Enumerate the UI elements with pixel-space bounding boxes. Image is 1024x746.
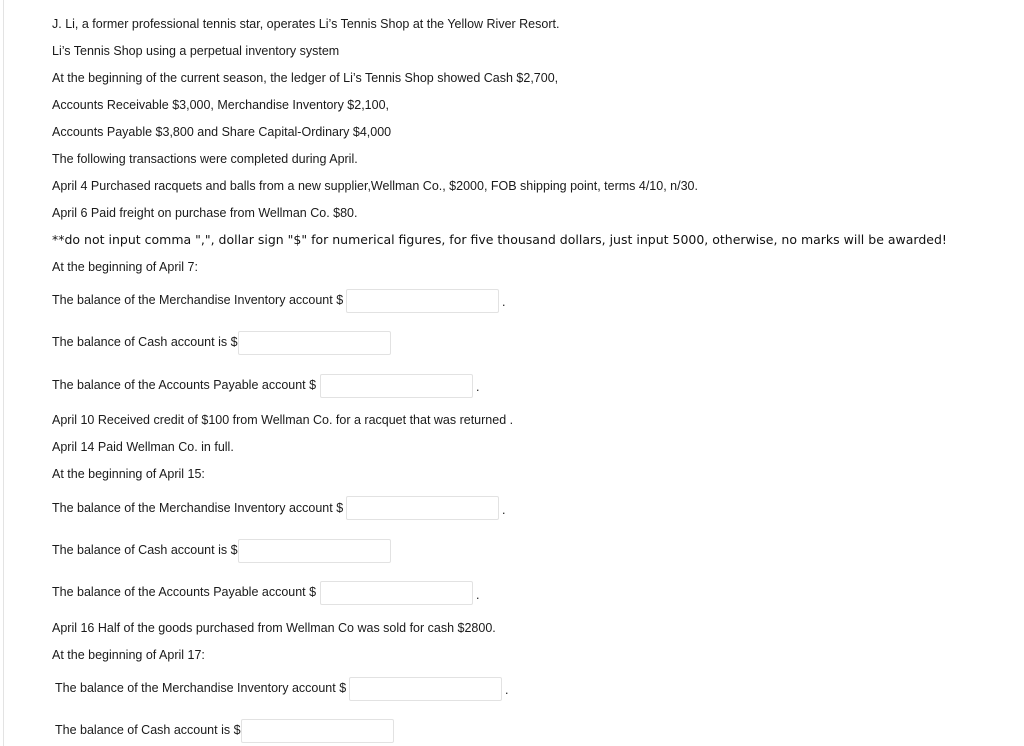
answer-inventory-april-17[interactable] (349, 677, 502, 701)
answer-payable-april-7[interactable] (320, 374, 473, 398)
intro-line-1: J. Li, a former professional tennis star, operates Li’s Tennis Shop at the Yellow River Resort. (52, 17, 560, 31)
transaction-april-14: April 14 Paid Wellman Co. in full. (52, 440, 234, 454)
section-heading-april-7: At the beginning of April 7: (52, 260, 198, 274)
intro-line-2: Li’s Tennis Shop using a perpetual inventory system (52, 44, 340, 58)
transaction-april-6: April 6 Paid freight on purchase from Wellman Co. $80. (52, 206, 358, 220)
answer-cash-april-17[interactable] (241, 719, 394, 743)
question-cash-april-17: The balance of Cash account is $ (55, 723, 241, 737)
section-heading-april-17: At the beginning of April 17: (52, 648, 205, 662)
intro-line-6: The following transactions were completed during April. (52, 152, 358, 166)
answer-cash-april-15[interactable] (238, 539, 391, 563)
question-cash-april-7: The balance of Cash account is $ (52, 335, 238, 349)
question-inventory-april-15: The balance of the Merchandise Inventory account $ (52, 501, 344, 515)
transaction-april-16: April 16 Half of the goods purchased from Wellman Co was sold for cash $2800. (52, 621, 496, 635)
question-inventory-april-7: The balance of the Merchandise Inventory account $ (52, 293, 344, 307)
question-payable-april-7: The balance of the Accounts Payable account $ (52, 378, 317, 392)
intro-line-5: Accounts Payable $3,800 and Share Capital-Ordinary $4,000 (52, 125, 392, 139)
question-payable-april-15: The balance of the Accounts Payable account $ (52, 585, 317, 599)
period-mark: . (502, 503, 506, 517)
intro-line-3: At the beginning of the current season, the ledger of Li’s Tennis Shop showed Cash $2,700, (52, 71, 559, 85)
input-instructions-note: **do not input comma ",", dollar sign "$" for numerical figures, for five thousand dollars, just input 5000, otherwise, no marks will be awarded! (52, 232, 947, 247)
intro-line-4: Accounts Receivable $3,000, Merchandise Inventory $2,100, (52, 98, 390, 112)
left-border (3, 0, 4, 746)
transaction-april-4: April 4 Purchased racquets and balls from a new supplier,Wellman Co., $2000, FOB shipping point, terms 4/10, n/30. (52, 179, 698, 193)
period-mark: . (476, 588, 480, 602)
period-mark: . (476, 380, 480, 394)
answer-cash-april-7[interactable] (238, 331, 391, 355)
period-mark: . (502, 295, 506, 309)
answer-payable-april-15[interactable] (320, 581, 473, 605)
period-mark: . (505, 683, 509, 697)
answer-inventory-april-7[interactable] (346, 289, 499, 313)
section-heading-april-15: At the beginning of April 15: (52, 467, 205, 481)
question-cash-april-15: The balance of Cash account is $ (52, 543, 238, 557)
question-inventory-april-17: The balance of the Merchandise Inventory account $ (55, 681, 347, 695)
answer-inventory-april-15[interactable] (346, 496, 499, 520)
transaction-april-10: April 10 Received credit of $100 from Wellman Co. for a racquet that was returned . (52, 413, 514, 427)
